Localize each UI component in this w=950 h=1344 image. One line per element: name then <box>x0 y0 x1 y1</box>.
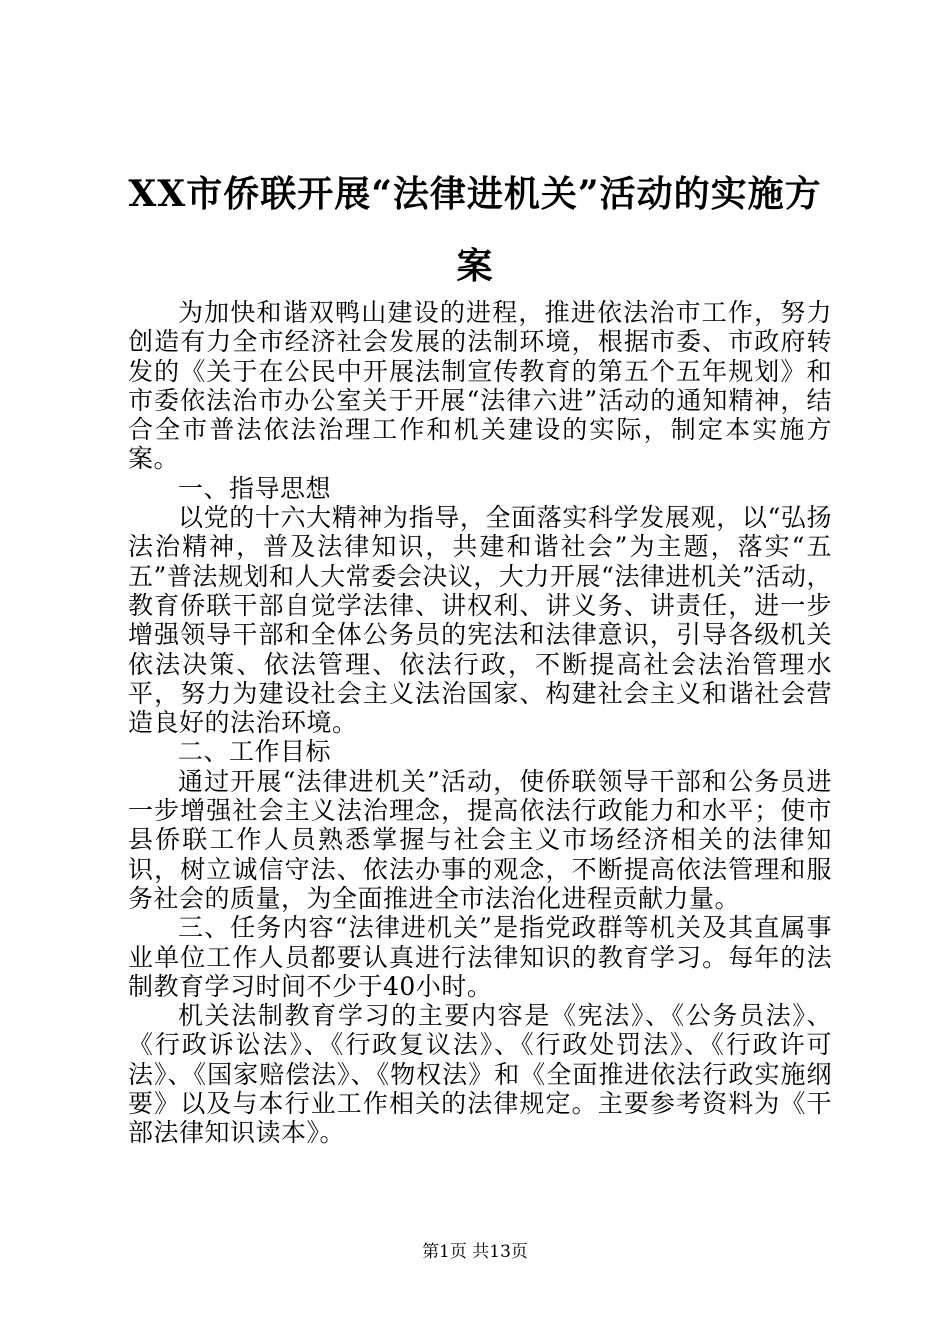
page-number-footer: 第1页 共13页 <box>422 1242 528 1262</box>
heading-work-goals: 二、工作目标 <box>178 737 332 767</box>
paragraph-guiding-ideology: 以党的十六大精神为指导，全面落实科学发展观，以“弘扬法治精神，普及法律知识，共建和谐社会”为主题，落实“五五”普法规划和人大常委会决议，大力开展“法律进机关”活动，教育侨联干部自觉学法律、讲权利、讲义务、讲责任，进一步增强领导干部和全体公务员的宪法和法律意识，引导各级机关依法决策、依法管理、依法行政，不断提高社会法治管理水平，努力为建设社会主义法治国家、构建社会主义和谐社会营造良好的法治环境。 <box>128 503 832 738</box>
document-title: XX市侨联开展“法律进机关”活动的实施方案 <box>128 173 822 287</box>
paragraph-intro: 为加快和谐双鸭山建设的进程，推进依法治市工作，努力创造有力全市经济社会发展的法制环境，根据市委、市政府转发的《关于在公民中开展法制宣传教育的第五个五年规划》和市委依法治市办公室关于开展“法律六进”活动的通知精神，结合全市普法依法治理工作和机关建设的实际，制定本实施方案。 <box>128 298 832 474</box>
document-body <box>128 298 832 1148</box>
heading-guiding-ideology: 一、指导思想 <box>178 473 332 503</box>
paragraph-work-goals: 通过开展“法律进机关”活动，使侨联领导干部和公务员进一步增强社会主义法治理念，提高依法行政能力和水平；使市县侨联工作人员熟悉掌握与社会主义市场经济相关的法律知识，树立诚信守法、依法办事的观念，不断提高依法管理和服务社会的质量，为全面推进全市法治化进程贡献力量。 <box>128 766 832 913</box>
paragraph-task-content: 三、任务内容“法律进机关”是指党政群等机关及其直属事业单位工作人员都要认真进行法律知识的教育学习。每年的法制教育学习时间不少于40小时。 <box>128 913 832 1001</box>
paragraph-study-content: 机关法制教育学习的主要内容是《宪法》、《公务员法》、《行政诉讼法》、《行政复议法》、《行政处罚法》、《行政许可法》、《国家赔偿法》、《物权法》和《全面推进依法行政实施纲要》以及与本行业工作相关的法律规定。主要参考资料为《干部法律知识读本》。 <box>128 1001 832 1148</box>
